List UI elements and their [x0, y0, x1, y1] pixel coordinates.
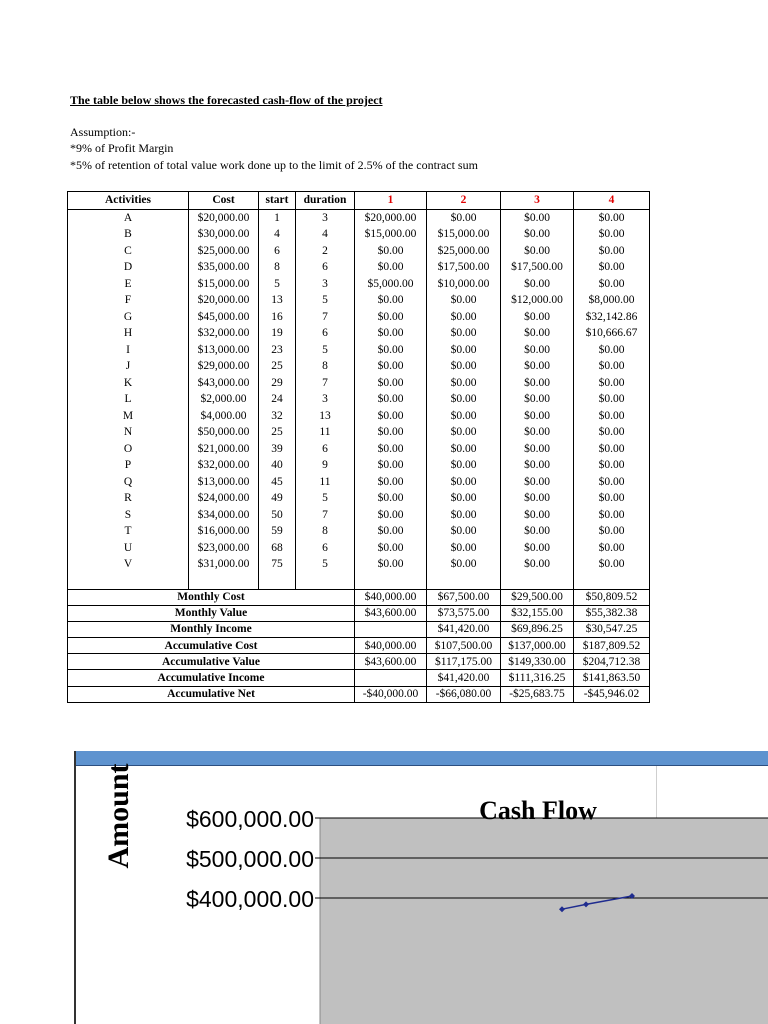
table-row — [68, 474, 650, 491]
summary-value: $187,809.52 — [574, 638, 650, 654]
table-row — [68, 226, 650, 243]
table-cell: 3 — [296, 209, 355, 226]
table-cell: $15,000.00 — [427, 226, 501, 243]
table-row — [68, 507, 650, 524]
plot-area — [320, 818, 768, 1024]
table-row — [68, 408, 650, 425]
table-row — [68, 523, 650, 540]
summary-label: Accumulative Cost — [68, 638, 355, 654]
table-row — [68, 556, 650, 573]
table-cell: $0.00 — [501, 375, 574, 392]
table-cell: $0.00 — [574, 507, 650, 524]
table-cell: 4 — [296, 226, 355, 243]
table-cell: 5 — [259, 276, 296, 293]
table-cell: P — [68, 457, 189, 474]
table-cell: 75 — [259, 556, 296, 573]
table-cell: $0.00 — [574, 358, 650, 375]
summary-value: $40,000.00 — [355, 589, 427, 605]
column-header: start — [259, 192, 296, 210]
table-cell: 5 — [296, 292, 355, 309]
table-cell: 8 — [296, 358, 355, 375]
table-cell: $0.00 — [427, 375, 501, 392]
table-cell: 6 — [296, 325, 355, 342]
table-cell: $12,000.00 — [501, 292, 574, 309]
summary-value — [355, 621, 427, 637]
table-cell: $0.00 — [574, 457, 650, 474]
table-cell: 59 — [259, 523, 296, 540]
table-cell: $29,000.00 — [189, 358, 259, 375]
table-cell: $0.00 — [427, 474, 501, 491]
table-cell: $0.00 — [574, 424, 650, 441]
table-cell: $25,000.00 — [189, 243, 259, 260]
table-cell: $4,000.00 — [189, 408, 259, 425]
table-cell: $0.00 — [574, 226, 650, 243]
table-cell: $0.00 — [574, 209, 650, 226]
table-cell: $0.00 — [574, 391, 650, 408]
table-cell: $0.00 — [355, 243, 427, 260]
table-cell: $0.00 — [355, 342, 427, 359]
table-cell: $0.00 — [501, 523, 574, 540]
summary-label: Accumulative Net — [68, 686, 355, 702]
y-tick-label: $600,000.00 — [186, 806, 314, 832]
table-cell: $0.00 — [427, 540, 501, 557]
table-cell: $0.00 — [501, 408, 574, 425]
table-cell: $0.00 — [574, 342, 650, 359]
table-cell: $31,000.00 — [189, 556, 259, 573]
table-cell: $0.00 — [427, 358, 501, 375]
summary-value: $111,316.25 — [501, 670, 574, 686]
summary-value: $41,420.00 — [427, 670, 501, 686]
assumption-title: Assumption:- — [70, 125, 136, 139]
summary-value: $29,500.00 — [501, 589, 574, 605]
table-cell: E — [68, 276, 189, 293]
table-cell: 45 — [259, 474, 296, 491]
table-cell: $0.00 — [574, 474, 650, 491]
table-cell: $0.00 — [501, 342, 574, 359]
table-cell: 49 — [259, 490, 296, 507]
column-header: Cost — [189, 192, 259, 210]
table-row — [68, 391, 650, 408]
spacer-cell — [501, 573, 574, 590]
table-cell: J — [68, 358, 189, 375]
table-cell: $21,000.00 — [189, 441, 259, 458]
table-cell: $0.00 — [574, 408, 650, 425]
table-cell: $34,000.00 — [189, 507, 259, 524]
table-cell: 6 — [296, 441, 355, 458]
table-cell: $32,000.00 — [189, 457, 259, 474]
table-cell: $0.00 — [427, 490, 501, 507]
table-cell: A — [68, 209, 189, 226]
summary-value: $55,382.38 — [574, 605, 650, 621]
table-cell: $0.00 — [355, 540, 427, 557]
summary-value: $30,547.25 — [574, 621, 650, 637]
column-header: 3 — [501, 192, 574, 210]
table-cell: $0.00 — [574, 556, 650, 573]
y-axis-title: Amount — [102, 763, 135, 869]
table-cell: $0.00 — [355, 441, 427, 458]
table-cell: $13,000.00 — [189, 342, 259, 359]
table-cell: O — [68, 441, 189, 458]
table-cell: $20,000.00 — [355, 209, 427, 226]
table-cell: $32,000.00 — [189, 325, 259, 342]
table-cell: V — [68, 556, 189, 573]
table-row — [68, 325, 650, 342]
summary-value: $107,500.00 — [427, 638, 501, 654]
table-cell: $0.00 — [574, 243, 650, 260]
summary-value: $43,600.00 — [355, 605, 427, 621]
summary-value: -$45,946.02 — [574, 686, 650, 702]
table-cell: 1 — [259, 209, 296, 226]
table-cell: $0.00 — [501, 540, 574, 557]
table-cell: 7 — [296, 507, 355, 524]
spacer-cell — [355, 573, 427, 590]
table-cell: 8 — [296, 523, 355, 540]
summary-value: -$66,080.00 — [427, 686, 501, 702]
table-cell: $0.00 — [501, 556, 574, 573]
table-row — [68, 292, 650, 309]
table-cell: $0.00 — [501, 391, 574, 408]
table-cell: 6 — [259, 243, 296, 260]
table-cell: $0.00 — [355, 457, 427, 474]
table-cell: 7 — [296, 309, 355, 326]
table-cell: $16,000.00 — [189, 523, 259, 540]
table-cell: D — [68, 259, 189, 276]
table-cell: 23 — [259, 342, 296, 359]
table-row — [68, 342, 650, 359]
column-header: 1 — [355, 192, 427, 210]
chart-svg — [76, 751, 768, 1024]
spacer-cell — [259, 573, 296, 590]
table-cell: 13 — [296, 408, 355, 425]
table-cell: $0.00 — [427, 556, 501, 573]
spacer-cell — [574, 573, 650, 590]
summary-value: -$25,683.75 — [501, 686, 574, 702]
summary-label: Monthly Value — [68, 605, 355, 621]
table-row — [68, 490, 650, 507]
table-cell: I — [68, 342, 189, 359]
summary-row — [68, 654, 650, 670]
table-cell: $0.00 — [355, 474, 427, 491]
table-cell: $0.00 — [501, 441, 574, 458]
table-cell: $0.00 — [427, 391, 501, 408]
table-cell: F — [68, 292, 189, 309]
table-cell: 5 — [296, 490, 355, 507]
table-cell: $0.00 — [355, 408, 427, 425]
summary-value: $137,000.00 — [501, 638, 574, 654]
table-row — [68, 441, 650, 458]
table-cell: $0.00 — [574, 540, 650, 557]
cash-flow-table — [67, 191, 650, 703]
table-row — [68, 259, 650, 276]
table-cell: 7 — [296, 375, 355, 392]
table-cell: $0.00 — [427, 209, 501, 226]
table-header-row — [68, 192, 650, 210]
spacer-cell — [68, 573, 189, 590]
table-cell: $0.00 — [355, 556, 427, 573]
table-cell: $0.00 — [501, 424, 574, 441]
table-cell: $0.00 — [574, 490, 650, 507]
table-row — [68, 243, 650, 260]
table-row — [68, 540, 650, 557]
summary-label: Monthly Cost — [68, 589, 355, 605]
table-cell: M — [68, 408, 189, 425]
summary-value: $69,896.25 — [501, 621, 574, 637]
table-cell: 25 — [259, 358, 296, 375]
table-cell: 4 — [259, 226, 296, 243]
summary-value: $40,000.00 — [355, 638, 427, 654]
column-header: 2 — [427, 192, 501, 210]
table-cell: $0.00 — [355, 424, 427, 441]
table-cell: $0.00 — [427, 292, 501, 309]
table-cell: $0.00 — [427, 457, 501, 474]
page-heading: The table below shows the forecasted cash-flow of the project — [70, 93, 383, 107]
table-row — [68, 375, 650, 392]
table-cell: $5,000.00 — [355, 276, 427, 293]
cash-flow-chart — [74, 751, 768, 1024]
table-cell: $15,000.00 — [189, 276, 259, 293]
table-cell: Q — [68, 474, 189, 491]
table-cell: 40 — [259, 457, 296, 474]
table-cell: B — [68, 226, 189, 243]
table-cell: $0.00 — [355, 358, 427, 375]
table-row — [68, 457, 650, 474]
table-cell: 11 — [296, 424, 355, 441]
table-cell: $10,666.67 — [574, 325, 650, 342]
table-cell: $15,000.00 — [355, 226, 427, 243]
table-cell: 19 — [259, 325, 296, 342]
table-cell: $17,500.00 — [501, 259, 574, 276]
table-cell: $0.00 — [574, 276, 650, 293]
summary-value: $43,600.00 — [355, 654, 427, 670]
table-cell: $17,500.00 — [427, 259, 501, 276]
table-cell: R — [68, 490, 189, 507]
table-cell: $50,000.00 — [189, 424, 259, 441]
table-cell: $0.00 — [501, 226, 574, 243]
summary-row — [68, 589, 650, 605]
table-cell: K — [68, 375, 189, 392]
summary-value: $50,809.52 — [574, 589, 650, 605]
table-row — [68, 309, 650, 326]
table-cell: $0.00 — [501, 358, 574, 375]
table-cell: $23,000.00 — [189, 540, 259, 557]
y-tick-label: $500,000.00 — [186, 846, 314, 872]
summary-label: Accumulative Income — [68, 670, 355, 686]
table-cell: $32,142.86 — [574, 309, 650, 326]
summary-value: $149,330.00 — [501, 654, 574, 670]
table-cell: 9 — [296, 457, 355, 474]
table-row — [68, 424, 650, 441]
table-cell: $30,000.00 — [189, 226, 259, 243]
summary-value: $67,500.00 — [427, 589, 501, 605]
table-cell: $0.00 — [501, 325, 574, 342]
spacer-cell — [296, 573, 355, 590]
table-cell: $35,000.00 — [189, 259, 259, 276]
column-header: duration — [296, 192, 355, 210]
table-cell: 11 — [296, 474, 355, 491]
table-cell: $0.00 — [501, 309, 574, 326]
table-cell: $0.00 — [355, 292, 427, 309]
table-cell: U — [68, 540, 189, 557]
table-cell: $0.00 — [355, 507, 427, 524]
table-cell: 5 — [296, 556, 355, 573]
table-cell: $43,000.00 — [189, 375, 259, 392]
table-cell: $0.00 — [574, 523, 650, 540]
table-cell: $0.00 — [501, 507, 574, 524]
table-cell: $13,000.00 — [189, 474, 259, 491]
summary-value: $32,155.00 — [501, 605, 574, 621]
assumption-profit: *9% of Profit Margin — [70, 141, 174, 155]
table-cell: $0.00 — [574, 441, 650, 458]
table-cell: $20,000.00 — [189, 209, 259, 226]
table-cell: $0.00 — [355, 259, 427, 276]
table-cell: $0.00 — [427, 424, 501, 441]
table-cell: $0.00 — [427, 441, 501, 458]
table-cell: $0.00 — [501, 490, 574, 507]
table-cell: $0.00 — [427, 408, 501, 425]
summary-row — [68, 638, 650, 654]
table-cell: 24 — [259, 391, 296, 408]
spacer-cell — [427, 573, 501, 590]
table-cell: 13 — [259, 292, 296, 309]
table-row — [68, 276, 650, 293]
table-cell: $8,000.00 — [574, 292, 650, 309]
summary-row — [68, 670, 650, 686]
table-cell: $0.00 — [427, 523, 501, 540]
table-cell: $0.00 — [355, 391, 427, 408]
column-header: Activities — [68, 192, 189, 210]
table-cell: $10,000.00 — [427, 276, 501, 293]
summary-value: $41,420.00 — [427, 621, 501, 637]
table-cell: 2 — [296, 243, 355, 260]
table-cell: H — [68, 325, 189, 342]
table-cell: 50 — [259, 507, 296, 524]
assumption-retention: *5% of retention of total value work done up to the limit of 2.5% of the contract sum — [70, 158, 478, 172]
table-cell: 39 — [259, 441, 296, 458]
table-cell: $0.00 — [427, 309, 501, 326]
table-cell: $20,000.00 — [189, 292, 259, 309]
table-cell: $0.00 — [574, 375, 650, 392]
table-cell: $0.00 — [501, 243, 574, 260]
chart-title: Cash Flow — [479, 796, 597, 825]
summary-value: -$40,000.00 — [355, 686, 427, 702]
table-cell: $0.00 — [501, 474, 574, 491]
table-cell: 16 — [259, 309, 296, 326]
spacer-cell — [189, 573, 259, 590]
summary-row — [68, 621, 650, 637]
table-cell: $0.00 — [574, 259, 650, 276]
table-cell: S — [68, 507, 189, 524]
summary-value: $141,863.50 — [574, 670, 650, 686]
table-cell: $25,000.00 — [427, 243, 501, 260]
summary-row — [68, 686, 650, 702]
summary-label: Monthly Income — [68, 621, 355, 637]
table-cell: 6 — [296, 540, 355, 557]
table-cell: 8 — [259, 259, 296, 276]
table-cell: $0.00 — [427, 325, 501, 342]
table-cell: $45,000.00 — [189, 309, 259, 326]
table-cell: T — [68, 523, 189, 540]
y-tick-label: $400,000.00 — [186, 886, 314, 912]
table-cell: 29 — [259, 375, 296, 392]
table-cell: $0.00 — [501, 276, 574, 293]
table-cell: $0.00 — [355, 375, 427, 392]
table-cell: C — [68, 243, 189, 260]
table-cell: N — [68, 424, 189, 441]
table-row — [68, 358, 650, 375]
table-cell: G — [68, 309, 189, 326]
table-cell: $0.00 — [355, 325, 427, 342]
summary-row — [68, 605, 650, 621]
summary-value: $204,712.38 — [574, 654, 650, 670]
summary-value: $117,175.00 — [427, 654, 501, 670]
summary-label: Accumulative Value — [68, 654, 355, 670]
table-cell: $0.00 — [355, 490, 427, 507]
summary-value — [355, 670, 427, 686]
column-header: 4 — [574, 192, 650, 210]
table-cell: $0.00 — [355, 309, 427, 326]
table-spacer-row — [68, 573, 650, 590]
table-cell: $2,000.00 — [189, 391, 259, 408]
table-cell: $24,000.00 — [189, 490, 259, 507]
table-cell: $0.00 — [427, 507, 501, 524]
table-row — [68, 209, 650, 226]
table-cell: 3 — [296, 276, 355, 293]
table-cell: 32 — [259, 408, 296, 425]
table-cell: 3 — [296, 391, 355, 408]
summary-value: $73,575.00 — [427, 605, 501, 621]
table-cell: 5 — [296, 342, 355, 359]
table-cell: $0.00 — [501, 457, 574, 474]
table-cell: $0.00 — [501, 209, 574, 226]
table-cell: L — [68, 391, 189, 408]
table-cell: $0.00 — [427, 342, 501, 359]
table-cell: 25 — [259, 424, 296, 441]
table-cell: 6 — [296, 259, 355, 276]
table-cell: $0.00 — [355, 523, 427, 540]
table-cell: 68 — [259, 540, 296, 557]
